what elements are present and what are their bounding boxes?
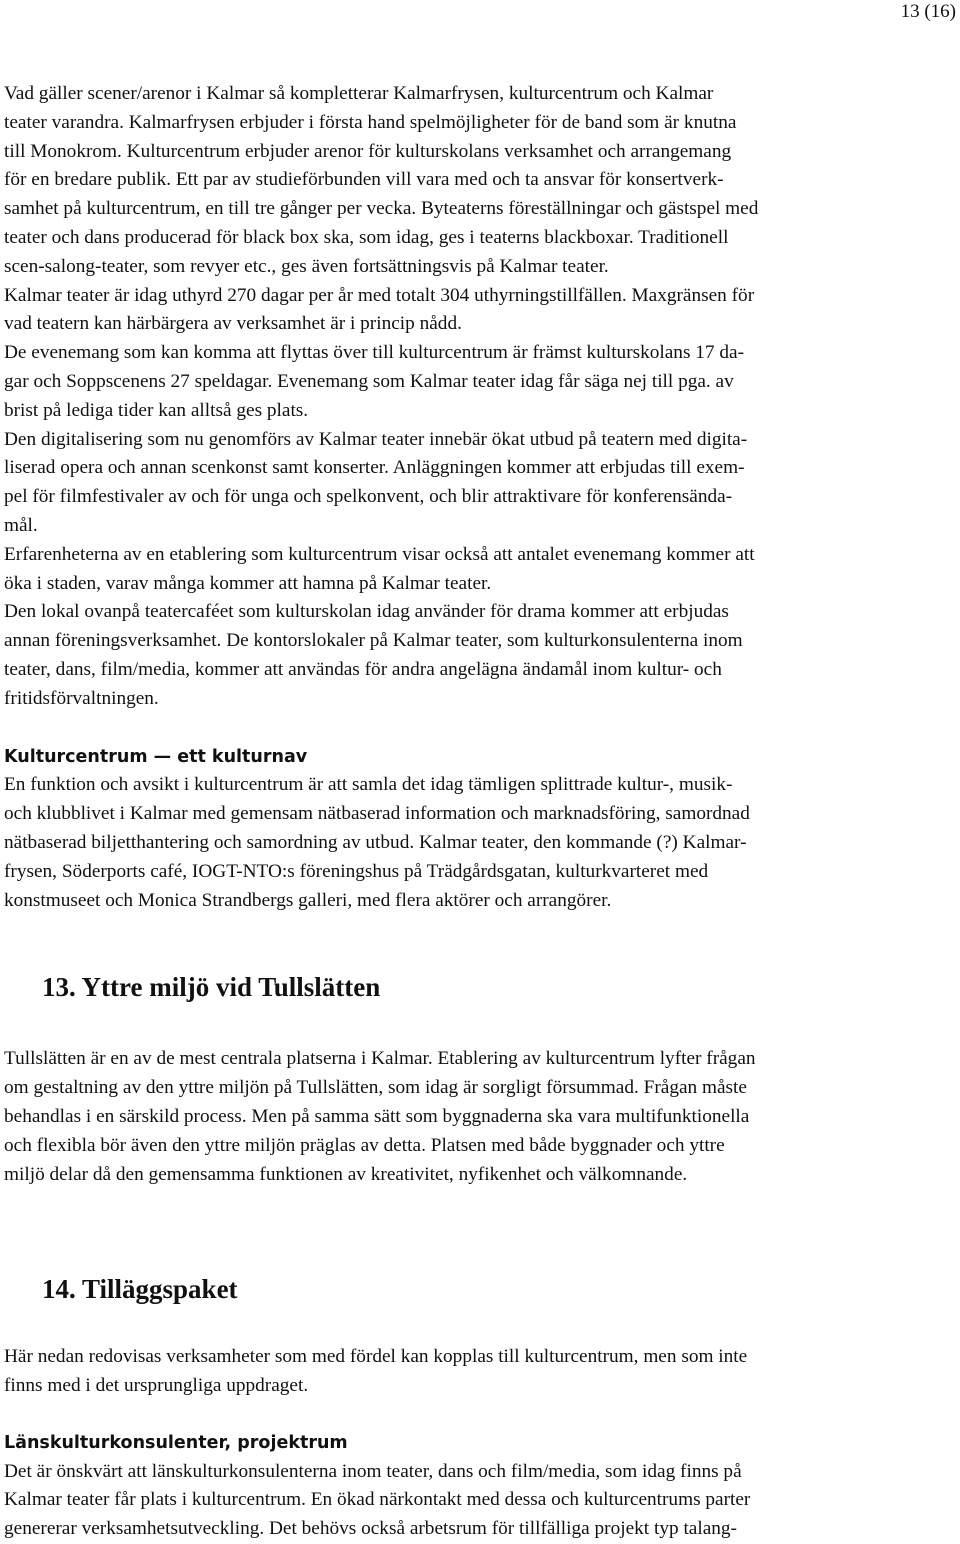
paragraph-lanskultur bbox=[4, 1458, 956, 1544]
text-line: Vad gäller scener/arenor i Kalmar så kompletterar Kalmarfrysen, kulturcentrum och Kalmar bbox=[4, 83, 714, 104]
text-line: vad teatern kan härbärgera av verksamhet är i princip nådd. bbox=[4, 313, 462, 335]
paragraph-tillaggspaket bbox=[4, 1343, 956, 1401]
text-line: fritidsförvaltningen. bbox=[4, 687, 159, 709]
text-line: scen-salong-teater, som revyer etc., ges även fortsättningsvis på Kalmar teater. bbox=[4, 255, 609, 277]
section-14-heading: 14. Tilläggspaket bbox=[42, 1274, 238, 1305]
text-line: teater varandra. Kalmarfrysen erbjuder i första hand spelmöjligheter för de band som är knutna bbox=[4, 111, 737, 133]
text-line: nätbaserad biljetthantering och samordning av utbud. Kalmar teater, den kommande (?) Kalmar- bbox=[4, 831, 747, 853]
text-line: pel för filmfestivaler av och för unga och spelkonvent, och blir attraktivare för konferensända- bbox=[4, 486, 733, 508]
text-line: En funktion och avsikt i kulturcentrum är att samla det idag tämligen splittrade kultur-, musik- bbox=[4, 774, 733, 796]
text-line: Erfarenheterna av en etablering som kulturcentrum visar också att antalet evenemang kommer att bbox=[4, 543, 755, 565]
kulturnav-heading: Kulturcentrum — ett kulturnav bbox=[4, 746, 308, 767]
text-line: och klubblivet i Kalmar med gemensam nätbaserad information och marknadsföring, samordnad bbox=[4, 803, 750, 825]
text-line: konstmuseet och Monica Strandbergs galleri, med flera aktörer och arrangörer. bbox=[4, 889, 612, 911]
text-line: Kalmar teater är idag uthyrd 270 dagar per år med totalt 304 uthyrningstillfällen. Maxgränsen för bbox=[4, 284, 755, 306]
text-line: Här nedan redovisas verksamheter som med fördel kan kopplas till kulturcentrum, men som inte bbox=[4, 1346, 748, 1368]
text-line: behandlas i en särskild process. Men på samma sätt som byggnaderna ska vara multifunktionella bbox=[4, 1105, 750, 1127]
text-line: om gestaltning av den yttre miljön på Tullslätten, som idag är sorgligt försummad. Frågan måste bbox=[4, 1077, 747, 1099]
text-line: samhet på kulturcentrum, en till tre gånger per vecka. Byteaterns föreställningar och gästspel med bbox=[4, 198, 759, 220]
paragraph-venues bbox=[4, 80, 956, 282]
text-line: teater och dans producerad för black box ska, som idag, ges i teaterns blackboxar. Traditionell bbox=[4, 226, 729, 248]
text-line: för en bredare publik. Ett par av studieförbunden vill vara med och ta ansvar för konsertverk- bbox=[4, 169, 724, 191]
text-line: frysen, Söderports café, IOGT-NTO:s föreningshus på Trädgårdsgatan, kulturkvarteret med bbox=[4, 860, 709, 882]
lanskultur-heading: Länskulturkonsulenter, projektrum bbox=[4, 1432, 348, 1453]
text-line: Kalmar teater får plats i kulturcentrum. En ökad närkontakt med dessa och kulturcentrums parter bbox=[4, 1489, 751, 1511]
paragraph-tullslatten bbox=[4, 1045, 956, 1189]
text-line: och flexibla bör även den yttre miljön präglas av detta. Platsen med både byggnader och yttre bbox=[4, 1134, 725, 1156]
paragraph-experience bbox=[4, 541, 956, 599]
text-line: öka i staden, varav många kommer att hamna på Kalmar teater. bbox=[4, 572, 492, 594]
paragraph-rental bbox=[4, 282, 956, 340]
text-line: till Monokrom. Kulturcentrum erbjuder arenor för kulturskolans verksamhet och arrangemang bbox=[4, 140, 732, 162]
text-line: gar och Soppscenens 27 speldagar. Evenemang som Kalmar teater idag får säga nej till pga. av bbox=[4, 370, 734, 392]
text-line: Tullslätten är en av de mest centrala platserna i Kalmar. Etablering av kulturcentrum lyfter frågan bbox=[4, 1048, 756, 1070]
text-line: annan föreningsverksamhet. De kontorslokaler på Kalmar teater, som kulturkonsulenterna inom bbox=[4, 630, 743, 652]
text-line: brist på lediga tider kan alltså ges plats. bbox=[4, 399, 309, 421]
paragraph-digitalisation bbox=[4, 426, 956, 541]
text-line: De evenemang som kan komma att flyttas över till kulturcentrum är främst kulturskolans 17 da- bbox=[4, 342, 744, 364]
text-line: finns med i det ursprungliga uppdraget. bbox=[4, 1375, 309, 1397]
paragraph-premises bbox=[4, 598, 956, 713]
text-line: Det är önskvärt att länskulturkonsulenterna inom teater, dans och film/media, som idag finns på bbox=[4, 1460, 742, 1482]
section-13-heading: 13. Yttre miljö vid Tullslätten bbox=[42, 972, 381, 1003]
text-line: liserad opera och annan scenkonst samt konserter. Anläggningen kommer att erbjudas till exem- bbox=[4, 457, 745, 479]
text-line: genererar verksamhetsutveckling. Det behövs också arbetsrum för tillfälliga projekt typ talang- bbox=[4, 1518, 737, 1540]
page-number: 13 (16) bbox=[900, 1, 956, 22]
paragraph-events bbox=[4, 339, 956, 425]
text-line: mål. bbox=[4, 514, 38, 536]
text-line: Den lokal ovanpå teatercaféet som kulturskolan idag använder för drama kommer att erbjudas bbox=[4, 601, 729, 623]
text-line: Den digitalisering som nu genomförs av Kalmar teater innebär ökat utbud på teatern med digita- bbox=[4, 428, 748, 450]
text-line: miljö delar då den gemensamma funktionen av kreativitet, nyfikenhet och välkomnande. bbox=[4, 1163, 688, 1185]
paragraph-kulturnav bbox=[4, 771, 956, 915]
document-body bbox=[4, 80, 956, 1544]
text-line: teater, dans, film/media, kommer att användas för andra angelägna ändamål inom kultur- och bbox=[4, 658, 722, 680]
